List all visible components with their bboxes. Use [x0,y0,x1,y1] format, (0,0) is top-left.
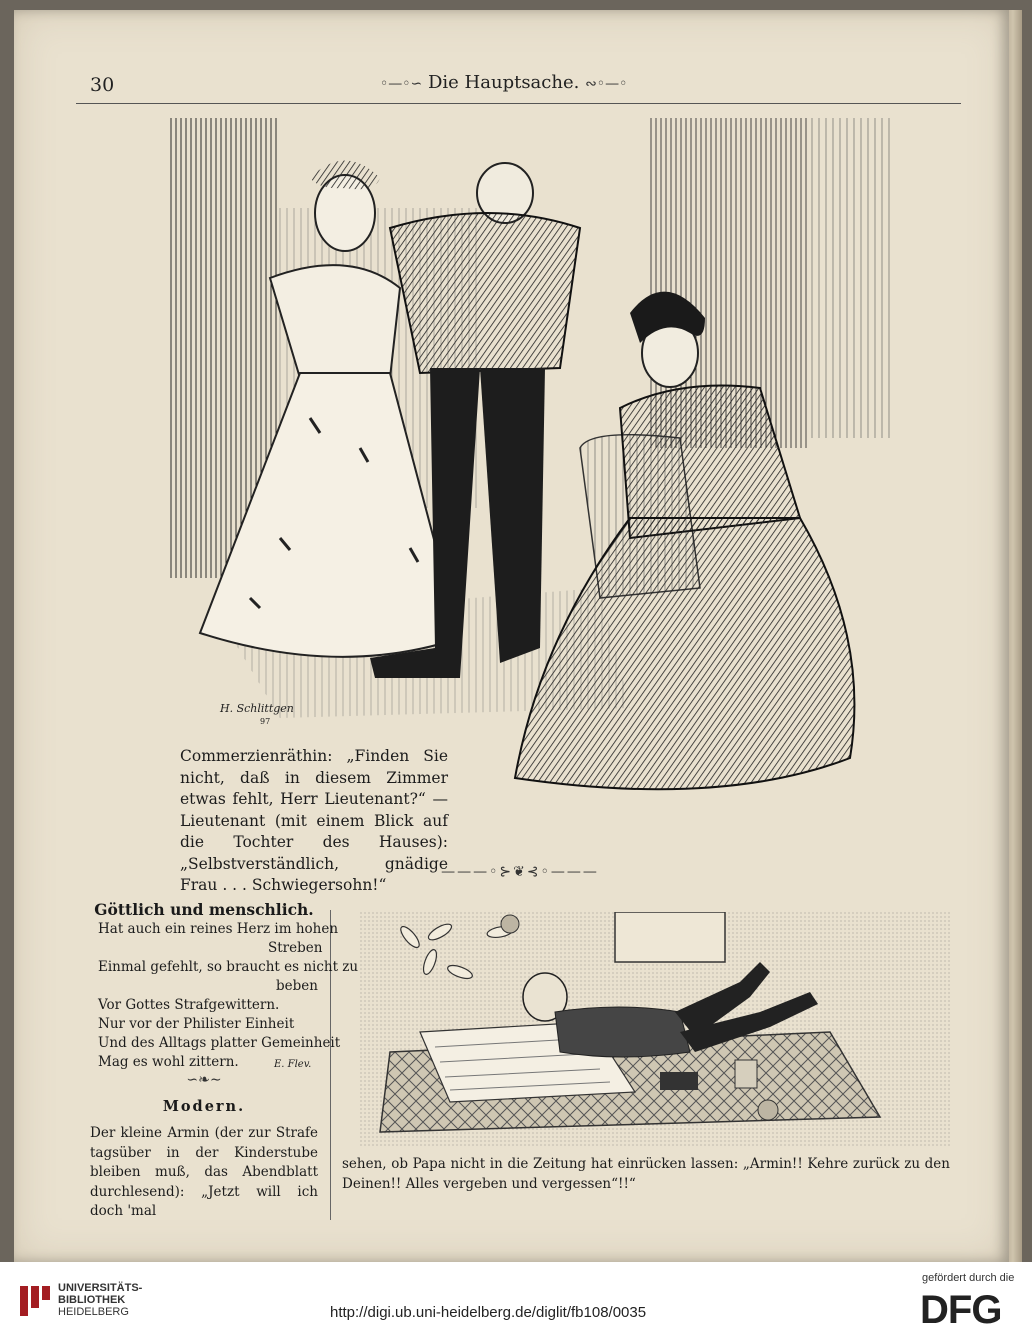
library-name-line: BIBLIOTHEK [58,1294,126,1306]
poem-line: Mag es wohl zittern. [98,1054,239,1070]
poem-line: beben [276,978,318,994]
poem-line: Nur vor der Philister Einheit [98,1016,295,1032]
running-head [380,72,680,93]
poem-line: Hat auch ein reines Herz im hohen [98,921,339,937]
poem-author: E. Flev. [274,1059,312,1070]
footer-bar [0,1262,1032,1335]
modern-title: Modern. [162,1098,246,1115]
toy-box [615,912,725,962]
bottom-illustration [360,912,950,1147]
far-curtain [810,118,895,438]
artist-signature: H. Schlittgen [220,702,294,715]
library-name-line: HEIDELBERG [58,1306,129,1318]
divider-ornament: ———◦⊱❦⊰◦——— [441,864,599,880]
library-name-line: UNIVERSITÄTS- [58,1282,143,1294]
poem-title: Göttlich und menschlich. [94,900,314,919]
poem-line: Vor Gottes Strafgewittern. [98,997,280,1013]
poem-line: Einmal gefehlt, so braucht es nicht zu [98,959,359,975]
column-rule [330,910,331,1220]
dfg-logo-text: DFG [920,1290,1002,1326]
poem-line: Und des Alltags platter Gemeinheit [98,1035,341,1051]
bottom-illustration-caption: sehen, ob Papa nicht in die Zeitung hat einrücken lassen: „Armin!! Kehre zurück zu den Deinen!! Alles vergeben und vergessen“!!“ [342,1156,950,1192]
boy-body [555,1007,690,1057]
poem-line: Streben [268,940,323,956]
top-illustration [160,118,895,818]
modern-text: Der kleine Armin (der zur Strafe tagsüber in der Kinderstube bleiben muß, das Abendblatt durchlesend): „Jetzt will ich doch 'mal [90,1125,318,1219]
running-head-ornament-left: ◦—◦∽ [380,76,423,92]
daughter-skirt [515,518,854,789]
lady-hair [310,161,380,190]
top-illustration-caption: Commerzienräthin: „Finden Sie nicht, daß in diesem Zimmer etwas fehlt, Herr Lieutenant?“ — Lieutenant (mit einem Blick auf die Tochter des Hauses): „Selbstverständlich, gnädige Frau . . . Schwiegersohn!“ [176,744,452,899]
officer-jacket [390,213,580,373]
running-head-ornament-right: ∾◦—◦ [585,76,628,92]
signature-year: 97 [260,717,271,726]
ball [758,1100,778,1120]
library-logo-icon [18,1284,52,1318]
footer-url-link[interactable]: http://digi.ub.uni-heidelberg.de/diglit/fb108/0035 [330,1304,647,1321]
ball [501,915,519,933]
page-number: 30 [90,74,115,96]
dfg-logo-icon [920,1290,1020,1326]
slate [660,1072,698,1090]
poem-ornament: ∽❧∼ [186,1072,222,1088]
running-head-title: Die Hauptsache. [427,72,580,93]
header-rule [76,103,961,104]
ink-glass [735,1060,757,1088]
library-name [58,1282,142,1318]
funded-by-text: gefördert durch die [922,1272,1015,1284]
